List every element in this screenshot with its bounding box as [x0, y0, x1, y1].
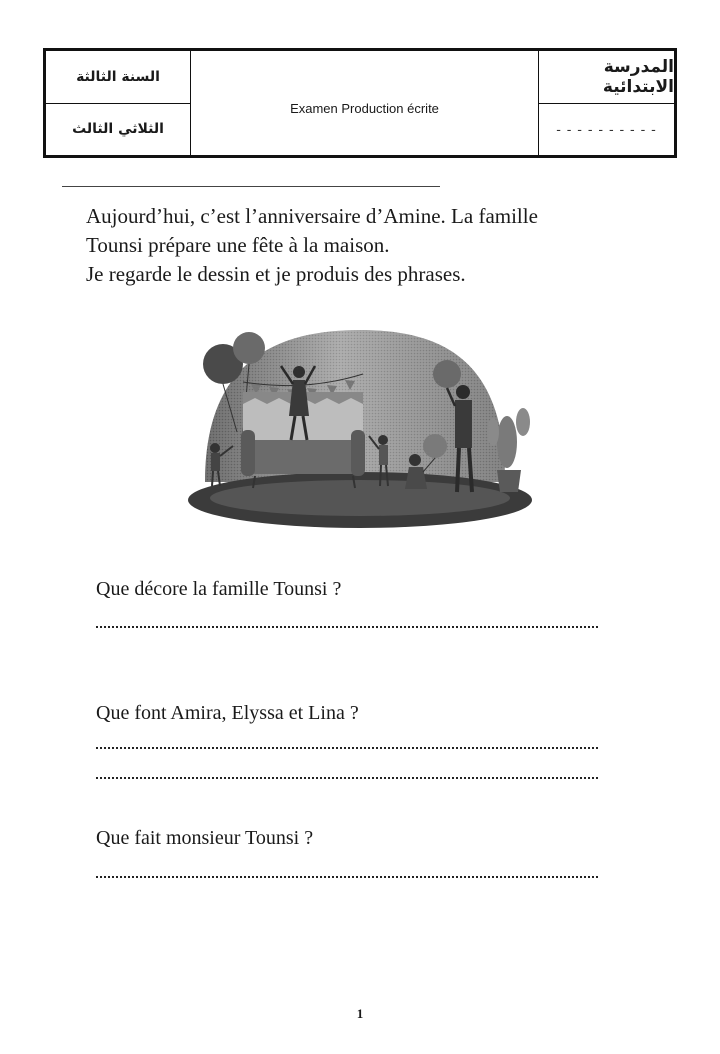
- year-label: السنة الثالثة: [76, 69, 160, 85]
- answer-line-2a[interactable]: [96, 747, 598, 749]
- question-2: Que font Amira, Elyssa et Lina ?: [96, 702, 359, 724]
- answer-line-2b[interactable]: [96, 777, 598, 779]
- class-info-column: [46, 51, 191, 155]
- separator-line: [62, 186, 440, 187]
- header-table: [43, 48, 677, 158]
- term-label: الثلاثي الثالث: [72, 121, 164, 137]
- term-cell: [46, 103, 190, 155]
- exam-title: Examen Production écrite: [290, 101, 439, 116]
- school-label-cell: [539, 51, 674, 104]
- page-number: 1: [356, 1006, 364, 1021]
- question-3: Que fait monsieur Tounsi ?: [96, 827, 314, 849]
- school-column: [539, 51, 674, 155]
- answer-line-3[interactable]: [96, 876, 598, 878]
- intro-line-3: Je regarde le dessin et je produis des phrases.: [86, 262, 466, 286]
- year-cell: [46, 51, 190, 104]
- answer-line-1[interactable]: [96, 626, 598, 628]
- school-label: المدرسة الابتدائية: [602, 57, 674, 97]
- birthday-party-illustration: [185, 322, 537, 536]
- intro-text: [86, 202, 646, 289]
- exam-title-column: [191, 51, 539, 155]
- school-name-cell: [539, 103, 674, 155]
- intro-line-1: Aujourd’hui, c’est l’anniversaire d’Amine. La famille: [86, 204, 538, 228]
- intro-line-2: Tounsi prépare une fête à la maison.: [86, 233, 390, 257]
- school-name-blank: - - - - - - - - - -: [556, 121, 657, 137]
- question-1: Que décore la famille Tounsi ?: [96, 578, 342, 600]
